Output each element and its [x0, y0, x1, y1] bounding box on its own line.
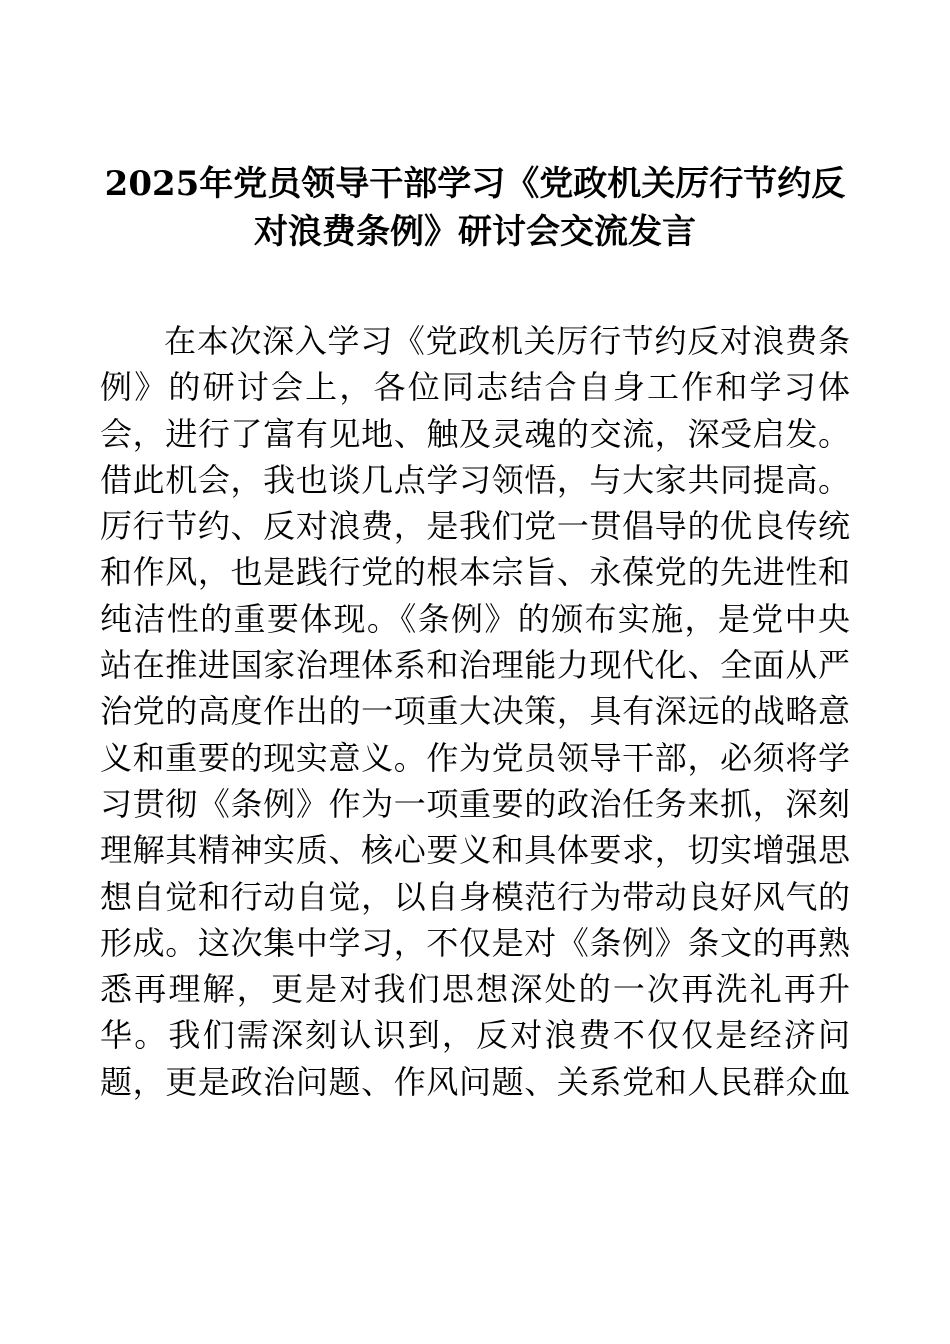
body-line: 想自觉和行动自觉，以自身模范行为带动良好风气的 [100, 877, 850, 916]
body-line: 和作风，也是践行党的根本宗旨、永葆党的先进性和 [100, 553, 850, 592]
body-line: 题，更是政治问题、作风问题、关系党和人民群众血 [100, 1062, 850, 1101]
body-line: 例》的研讨会上，各位同志结合自身工作和学习体 [100, 368, 850, 407]
body-line: 借此机会，我也谈几点学习领悟，与大家共同提高。 [100, 460, 850, 499]
body-line: 站在推进国家治理体系和治理能力现代化、全面从严 [100, 646, 850, 685]
body-line: 在本次深入学习《党政机关厉行节约反对浪费条 [164, 322, 850, 360]
document-body [100, 318, 860, 1105]
body-line: 华。我们需深刻认识到，反对浪费不仅仅是经济问 [100, 1016, 850, 1055]
body-line: 形成。这次集中学习，不仅是对《条例》条文的再熟 [100, 923, 850, 962]
title-line: 对浪费条例》研讨会交流发言 [254, 212, 696, 252]
title-line: 2025年党员领导干部学习《党政机关厉行节约反 [104, 164, 846, 204]
body-line: 悉再理解，更是对我们思想深处的一次再洗礼再升 [100, 970, 850, 1009]
body-line: 义和重要的现实意义。作为党员领导干部，必须将学 [100, 738, 850, 777]
body-line: 厉行节约、反对浪费，是我们党一贯倡导的优良传统 [100, 507, 850, 546]
document-title [60, 160, 890, 256]
body-line: 理解其精神实质、核心要义和具体要求，切实增强思 [100, 831, 850, 870]
body-line: 会，进行了富有见地、触及灵魂的交流，深受启发。 [100, 414, 850, 453]
body-line: 治党的高度作出的一项重大决策，具有深远的战略意 [100, 692, 850, 731]
body-line: 习贯彻《条例》作为一项重要的政治任务来抓，深刻 [100, 784, 850, 823]
body-line: 纯洁性的重要体现。《条例》的颁布实施，是党中央 [100, 599, 850, 638]
